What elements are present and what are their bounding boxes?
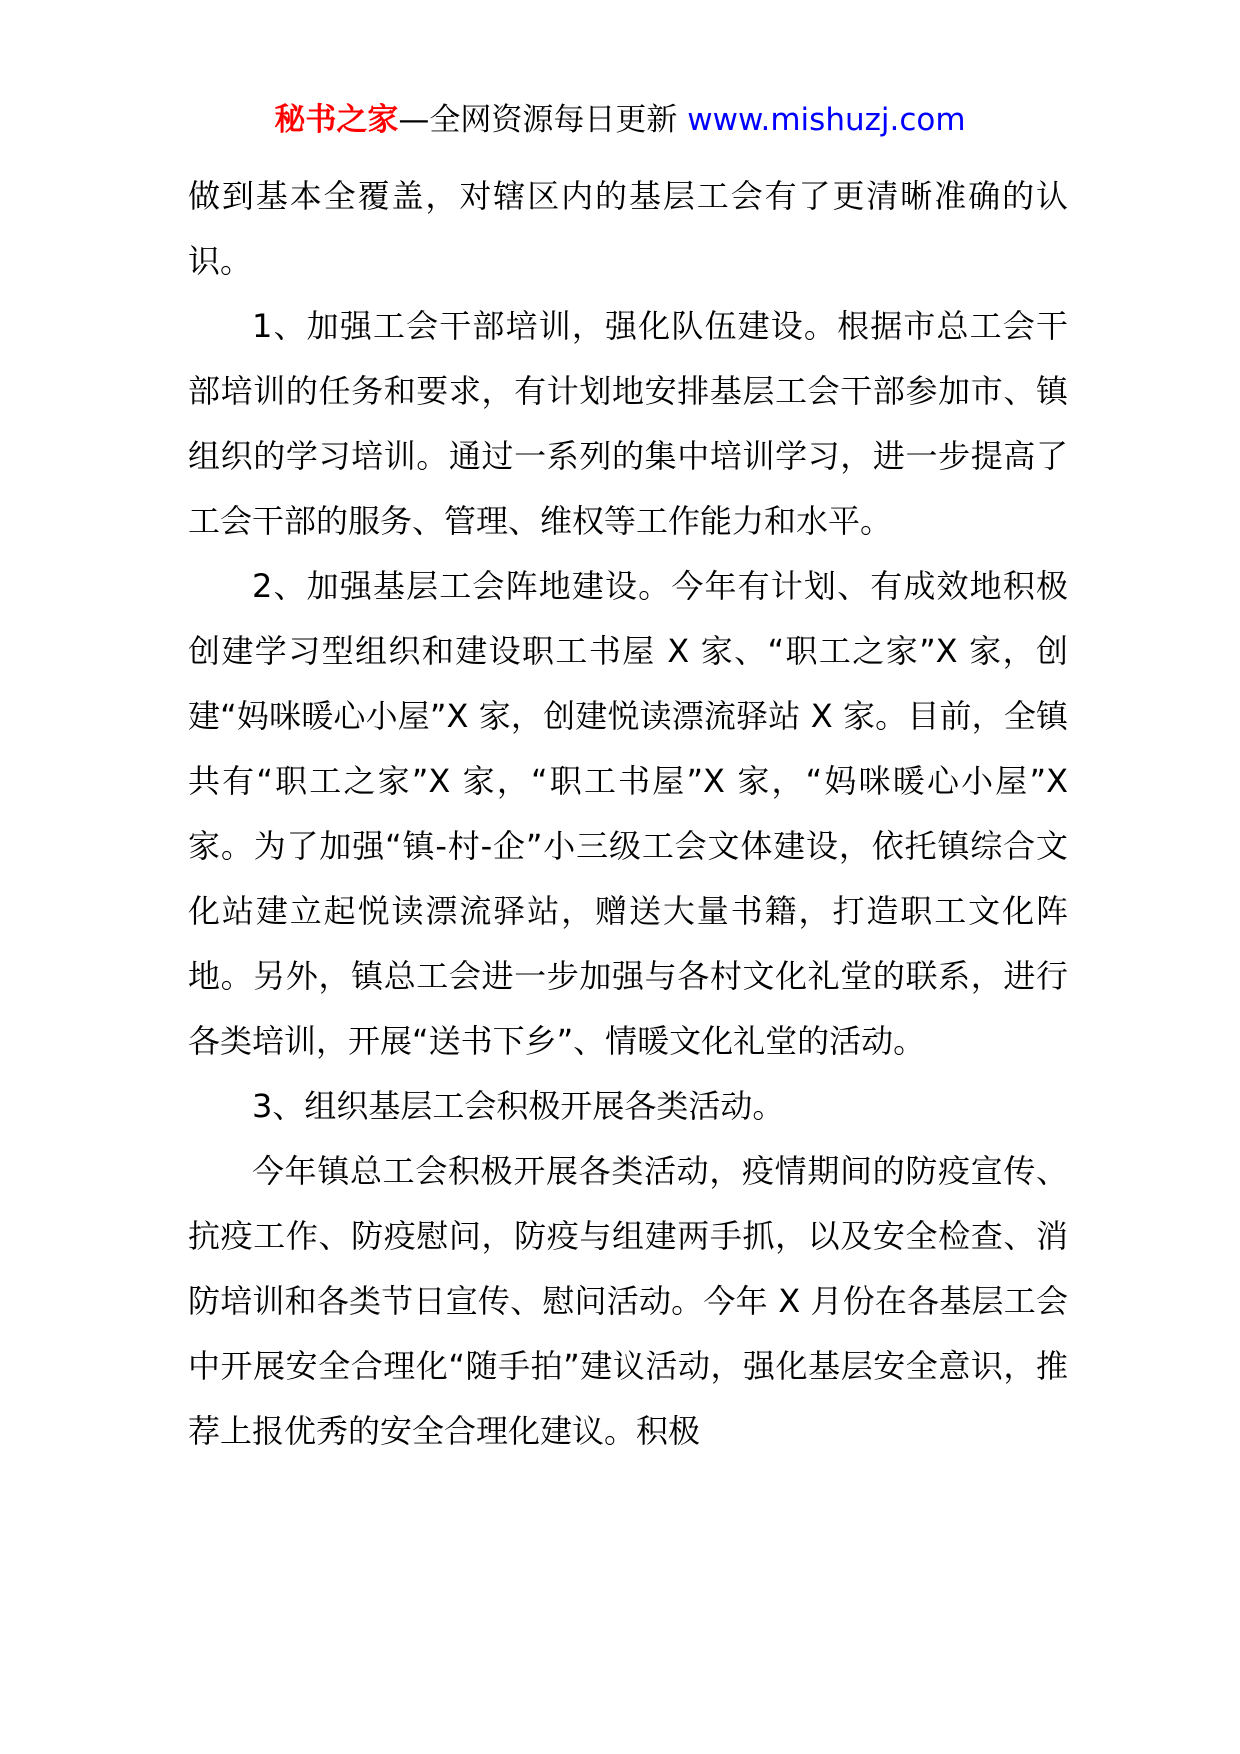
site-url[interactable]: www.mishuzj.com bbox=[687, 102, 966, 138]
site-tagline: —全网资源每日更新 bbox=[398, 102, 678, 138]
document-body bbox=[188, 164, 1068, 1464]
paragraph: 今年镇总工会积极开展各类活动，疫情期间的防疫宣传、抗疫工作、防疫慰问，防疫与组建两手抓，以及安全检查、消防培训和各类节日宣传、慰问活动。今年 X 月份在各基层工会中开展安全合理化“随手拍”建议活动，强化基层安全意识，推荐上报优秀的安全合理化建议。积极 bbox=[188, 1152, 1068, 1450]
paragraph: 2、加强基层工会阵地建设。今年有计划、有成效地积极创建学习型组织和建设职工书屋 X 家、“职工之家”X 家，创建“妈咪暖心小屋”X 家，创建悦读漂流驿站 X 家。目前，全镇共有“职工之家”X 家，“职工书屋”X 家，“妈咪暖心小屋”X 家。为了加强“镇-村-企”小三级工会文体建设，依托镇综合文化站建立起悦读漂流驿站，赠送大量书籍，打造职工文化阵地。另外，镇总工会进一步加强与各村文化礼堂的联系，进行各类培训，开展“送书下乡”、情暖文化礼堂的活动。 bbox=[188, 567, 1068, 1060]
site-brand: 秘书之家 bbox=[274, 102, 399, 138]
paragraph: 1、加强工会干部培训，强化队伍建设。根据市总工会干部培训的任务和要求，有计划地安排基层工会干部参加市、镇组织的学习培训。通过一系列的集中培训学习，进一步提高了工会干部的服务、管理、维权等工作能力和水平。 bbox=[188, 307, 1068, 540]
paragraph: 3、组织基层工会积极开展各类活动。 bbox=[252, 1087, 785, 1125]
site-header bbox=[0, 98, 1240, 142]
paragraph: 做到基本全覆盖，对辖区内的基层工会有了更清晰准确的认识。 bbox=[188, 177, 1068, 280]
